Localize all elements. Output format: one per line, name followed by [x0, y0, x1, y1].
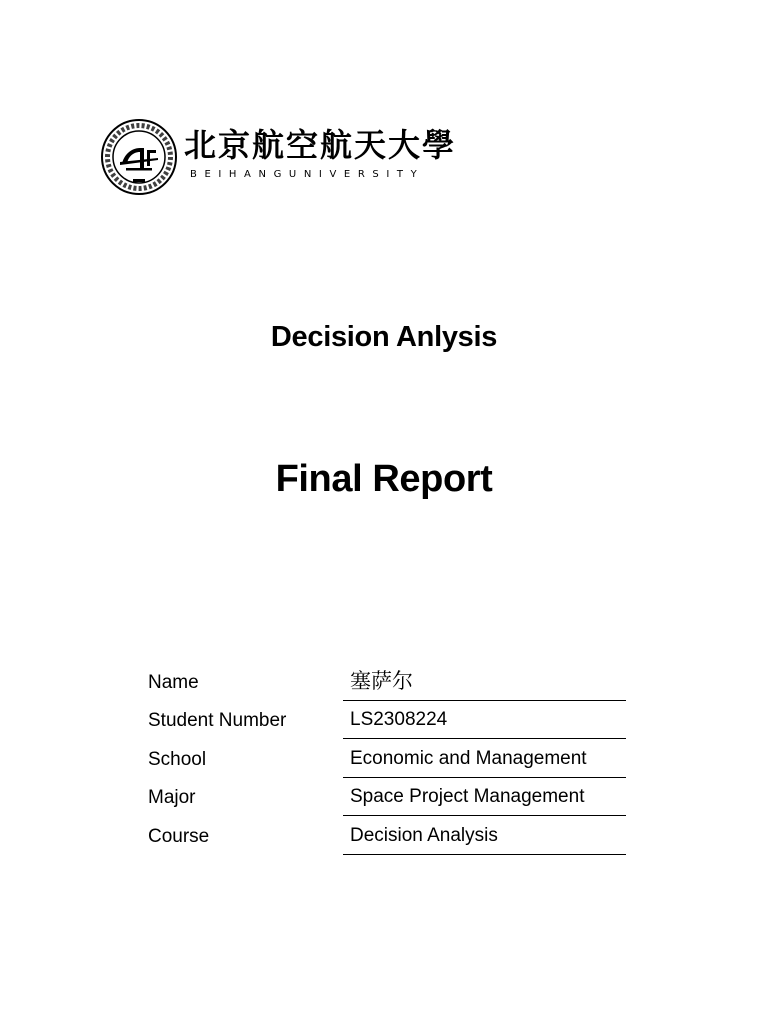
university-logo — [100, 118, 470, 196]
course-title: Decision Anlysis — [270, 321, 498, 353]
course-label: Course — [148, 825, 210, 847]
name-label: Name — [148, 671, 199, 693]
info-row-major — [148, 778, 628, 817]
school-value: Economic and Management — [350, 747, 587, 769]
info-row-name — [148, 662, 628, 701]
major-value: Space Project Management — [350, 786, 585, 807]
info-row-student-number — [148, 701, 628, 740]
student-number-field — [343, 700, 626, 740]
major-field — [343, 777, 626, 817]
logo-name-chinese: 北京航空航天大學 — [184, 126, 457, 164]
university-seal-icon — [100, 118, 178, 196]
course-field — [343, 815, 626, 855]
name-field — [343, 661, 626, 701]
report-title: Final Report — [275, 458, 493, 500]
name-value: 塞萨尔 — [350, 668, 413, 693]
logo-name-english: BEIHANGUNIVERSITY — [190, 169, 425, 180]
student-info-table — [148, 662, 628, 855]
student-number-label: Student Number — [148, 710, 287, 731]
school-field — [343, 738, 626, 778]
school-label: School — [148, 748, 207, 770]
student-number-value: LS2308224 — [350, 709, 448, 730]
major-label: Major — [148, 787, 196, 808]
info-row-school — [148, 739, 628, 778]
info-row-course — [148, 816, 628, 855]
course-value: Decision Analysis — [350, 824, 498, 846]
